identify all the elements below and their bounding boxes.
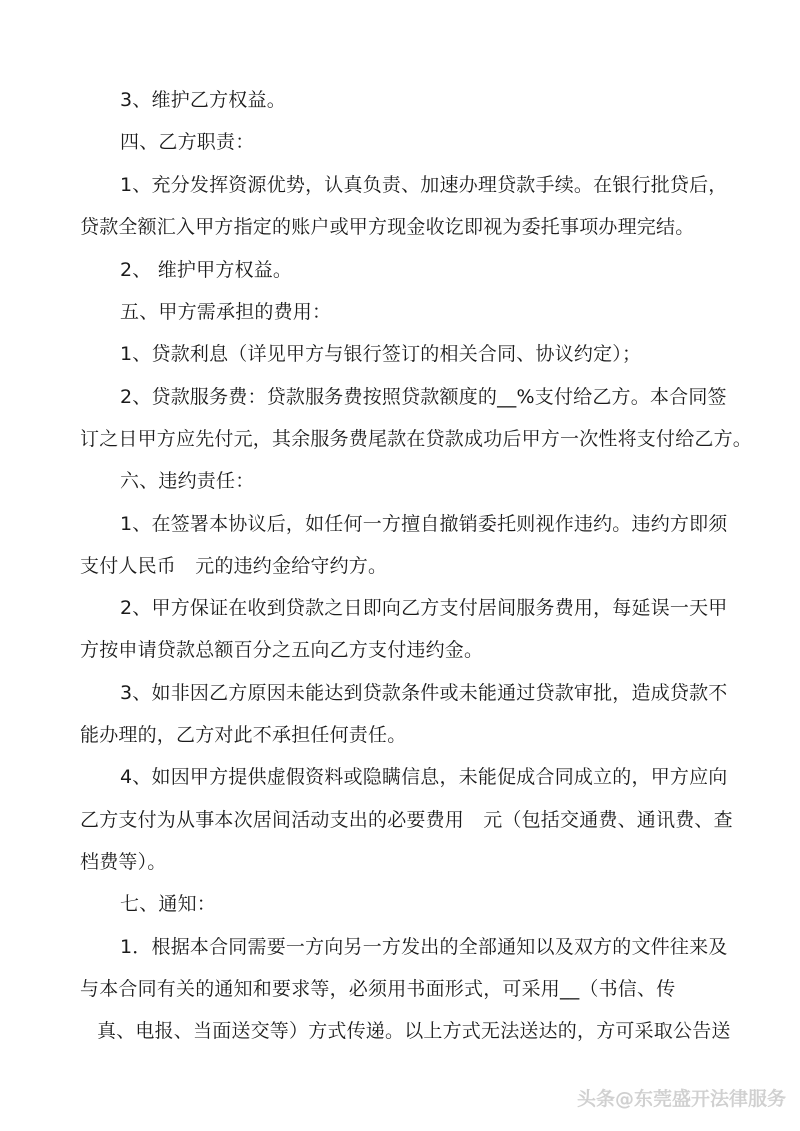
text-line: 2、 维护甲方权益。 xyxy=(120,259,293,281)
text-line: 真、电报、当面送交等）方式传递。以上方式无法送达的，方可采取公告送 xyxy=(97,1020,731,1042)
watermark: 头条@东莞盛开法律服务 xyxy=(576,1088,786,1110)
section-heading: 五、甲方需承担的费用： xyxy=(120,301,332,323)
text-line: 支付人民币 元的违约金给守约方。 xyxy=(80,555,388,577)
text-line: 档费等）。 xyxy=(80,851,167,873)
section-heading: 七、通知： xyxy=(120,893,217,915)
text-line: 1．根据本合同需要一方向另一方发出的全部通知以及双方的文件往来及 xyxy=(120,936,728,958)
text-line: 订之日甲方应先付元，其余服务费尾款在贷款成功后甲方一次性将支付给乙方。 xyxy=(80,428,753,450)
text-line: 3、如非因乙方原因未能达到贷款条件或未能通过贷款审批，造成贷款不 xyxy=(120,682,728,704)
text-line: 3、维护乙方权益。 xyxy=(120,89,286,111)
text-line: 贷款全额汇入甲方指定的账户或甲方现金收讫即视为委托事项办理完结。 xyxy=(80,216,695,238)
text-line: 方按申请贷款总额百分之五向乙方支付违约金。 xyxy=(80,639,484,661)
text-line: 1、贷款利息（详见甲方与银行签订的相关合同、协议约定）； xyxy=(120,343,642,365)
text-line: 2、甲方保证在收到贷款之日即向乙方支付居间服务费用，每延误一天甲 xyxy=(120,597,728,619)
text-line: 2、贷款服务费：贷款服务费按照贷款额度的__%支付给乙方。本合同签 xyxy=(120,386,727,408)
section-heading: 六、违约责任： xyxy=(120,470,255,492)
section-heading: 四、乙方职责： xyxy=(120,131,255,153)
text-line: 与本合同有关的通知和要求等，必须用书面形式，可采用__（书信、传 xyxy=(80,978,676,1000)
text-line: 能办理的，乙方对此不承担任何责任。 xyxy=(80,724,407,746)
text-line: 1、充分发挥资源优势，认真负责、加速办理贷款手续。在银行批贷后， xyxy=(120,174,728,196)
text-line: 1、在签署本协议后，如任何一方擅自撤销委托则视作违约。违约方即须 xyxy=(120,513,728,535)
text-line: 4、如因甲方提供虚假资料或隐瞒信息，未能促成合同成立的，甲方应向 xyxy=(120,766,728,788)
text-line: 乙方支付为从事本次居间活动支出的必要费用 元（包括交通费、通讯费、查 xyxy=(80,809,733,831)
